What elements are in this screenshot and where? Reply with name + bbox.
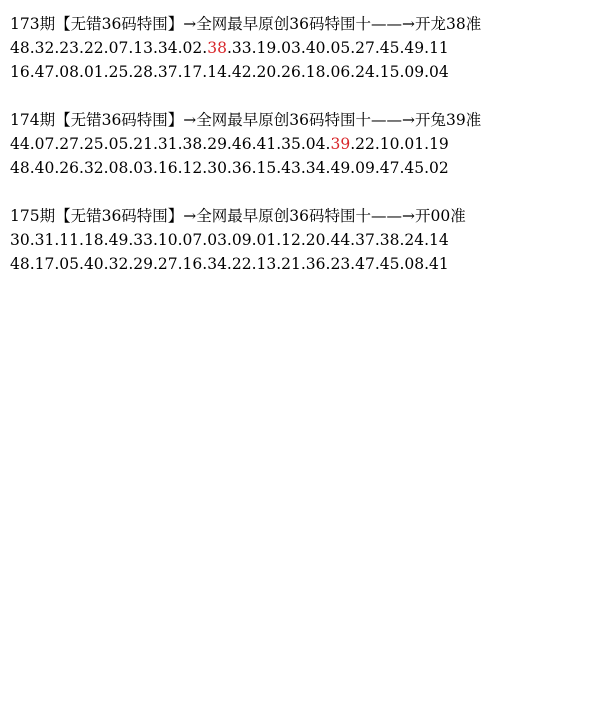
number-row [10, 132, 591, 156]
number-sequence: 48.32.23.22.07.13.34.02. [10, 39, 208, 57]
number-sequence: 30.31.11.18.49.33.10.07.03.09.01.12.20.44.37.38.24.14 [10, 231, 449, 249]
prediction-block-175 [10, 204, 591, 276]
number-row: 48.40.26.32.08.03.16.12.30.36.15.43.34.49.09.47.45.02 [10, 159, 449, 177]
winning-number: 39 [330, 135, 351, 153]
number-row [10, 228, 591, 252]
block-title: 173期【无错36码特围】→全网最早原创36码特围十——→开龙38准 [10, 15, 482, 33]
prediction-document [10, 12, 591, 300]
number-row [10, 36, 591, 60]
number-row: 48.17.05.40.32.29.27.16.34.22.13.21.36.23.47.45.08.41 [10, 255, 449, 273]
winning-number: 38 [207, 39, 227, 57]
number-sequence: 44.07.27.25.05.21.31.38.29.46.41.35.04. [10, 135, 331, 153]
block-title: 175期【无错36码特围】→全网最早原创36码特围十——→开00准 [10, 207, 466, 225]
block-title: 174期【无错36码特围】→全网最早原创36码特围十——→开兔39准 [10, 111, 482, 129]
number-row: 16.47.08.01.25.28.37.17.14.42.20.26.18.06.24.15.09.04 [10, 63, 449, 81]
number-sequence: .22.10.01.19 [350, 135, 449, 153]
prediction-block-173 [10, 12, 591, 84]
prediction-block-174 [10, 108, 591, 180]
number-sequence: .33.19.03.40.05.27.45.49.11 [226, 39, 449, 57]
